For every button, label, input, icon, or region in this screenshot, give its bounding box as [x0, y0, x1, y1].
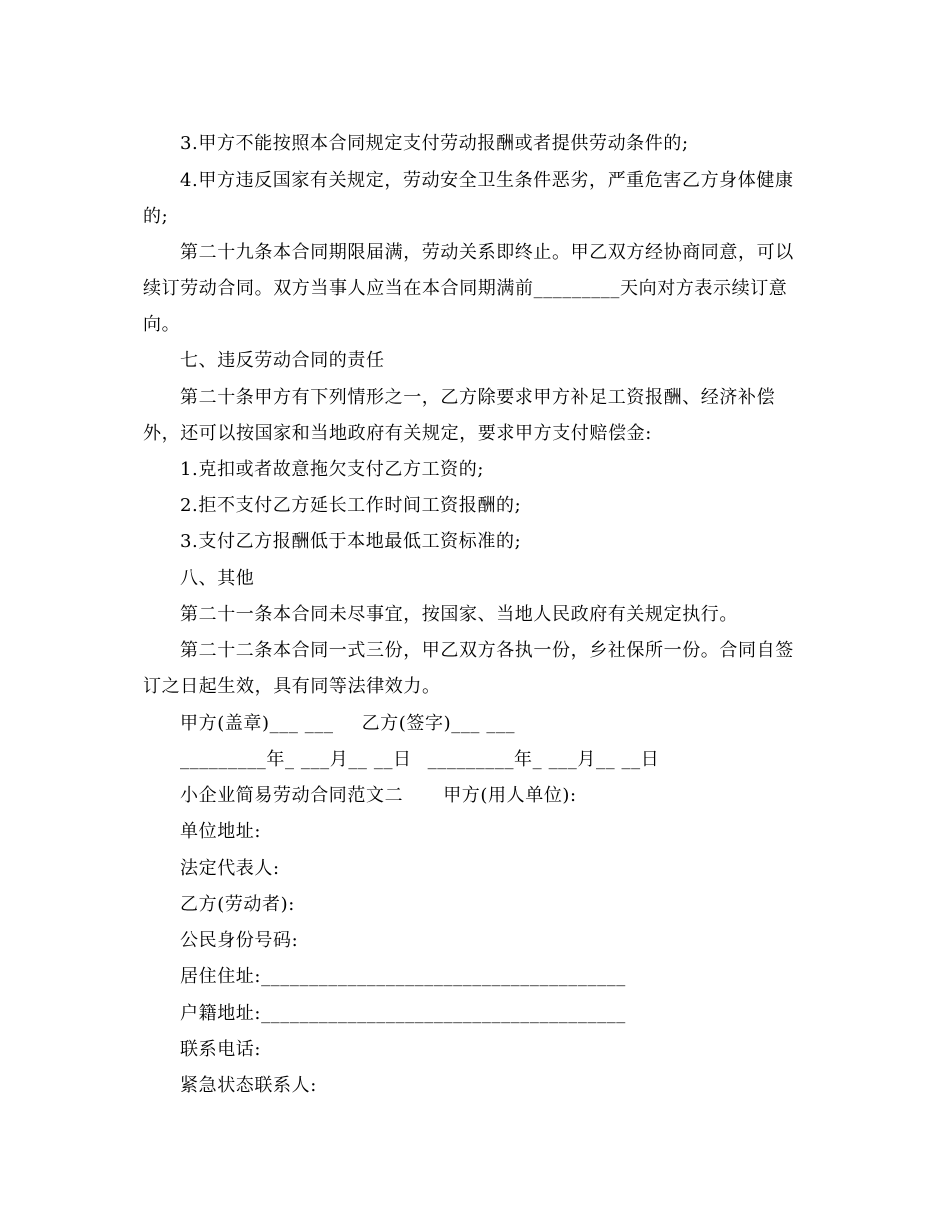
- list-item-2: 2.拒不支付乙方延长工作时间工资报酬的;: [180, 495, 522, 516]
- date-row: [180, 748, 659, 772]
- signature-row: [180, 712, 515, 736]
- emergency-contact: 紧急状态联系人:: [180, 1075, 317, 1096]
- title-row: [180, 784, 577, 808]
- sample-title: 小企业简易劳动合同范文二: [180, 785, 404, 806]
- employer-address: 单位地址:: [180, 821, 262, 842]
- contact-phone: 联系电话:: [180, 1039, 262, 1060]
- party-b-date: _________年_ ___月__ __日: [427, 749, 660, 770]
- section-heading-7: 七、违反劳动合同的责任: [180, 350, 385, 371]
- article-29-cont: 续订劳动合同。双方当事人应当在本合同期满前_________天向对方表示续订意: [143, 278, 788, 299]
- party-b-signature: 乙方(签字)___ ___: [361, 713, 516, 734]
- id-number: 公民身份号码:: [180, 930, 299, 951]
- party-a-seal: 甲方(盖章)___ ___: [180, 713, 334, 734]
- legal-representative: 法定代表人:: [180, 858, 280, 879]
- article-22-cont: 订之日起生效，具有同等法律效力。: [143, 676, 441, 697]
- employee-label: 乙方(劳动者):: [180, 894, 295, 915]
- clause-item-3: 3.甲方不能按照本合同规定支付劳动报酬或者提供劳动条件的;: [180, 133, 689, 154]
- section-heading-8: 八、其他: [180, 568, 255, 589]
- article-29-end: 向。: [143, 314, 181, 335]
- clause-item-4: 4.甲方违反国家有关规定，劳动安全卫生条件恶劣，严重危害乙方身体健康: [180, 170, 794, 191]
- article-20-cont: 外，还可以按国家和当地政府有关规定，要求甲方支付赔偿金:: [143, 423, 652, 444]
- article-29: 第二十九条本合同期限届满，劳动关系即终止。甲乙双方经协商同意，可以: [180, 242, 794, 263]
- article-21: 第二十一条本合同未尽事宜，按国家、当地人民政府有关规定执行。: [180, 604, 738, 625]
- employer-label: 甲方(用人单位):: [443, 785, 577, 806]
- clause-item-4-cont: 的;: [143, 206, 169, 227]
- party-a-date: _________年_ ___月__ __日: [180, 749, 412, 770]
- household-address: 户籍地址:______________________________________: [180, 1003, 626, 1024]
- article-20: 第二十条甲方有下列情形之一，乙方除要求甲方补足工资报酬、经济补偿: [180, 387, 776, 408]
- list-item-3: 3.支付乙方报酬低于本地最低工资标准的;: [180, 531, 522, 552]
- list-item-1: 1.克扣或者故意拖欠支付乙方工资的;: [180, 459, 485, 480]
- residence-address: 居住住址:______________________________________: [180, 966, 626, 987]
- article-22: 第二十二条本合同一式三份，甲乙双方各执一份，乡社保所一份。合同自签: [180, 640, 794, 661]
